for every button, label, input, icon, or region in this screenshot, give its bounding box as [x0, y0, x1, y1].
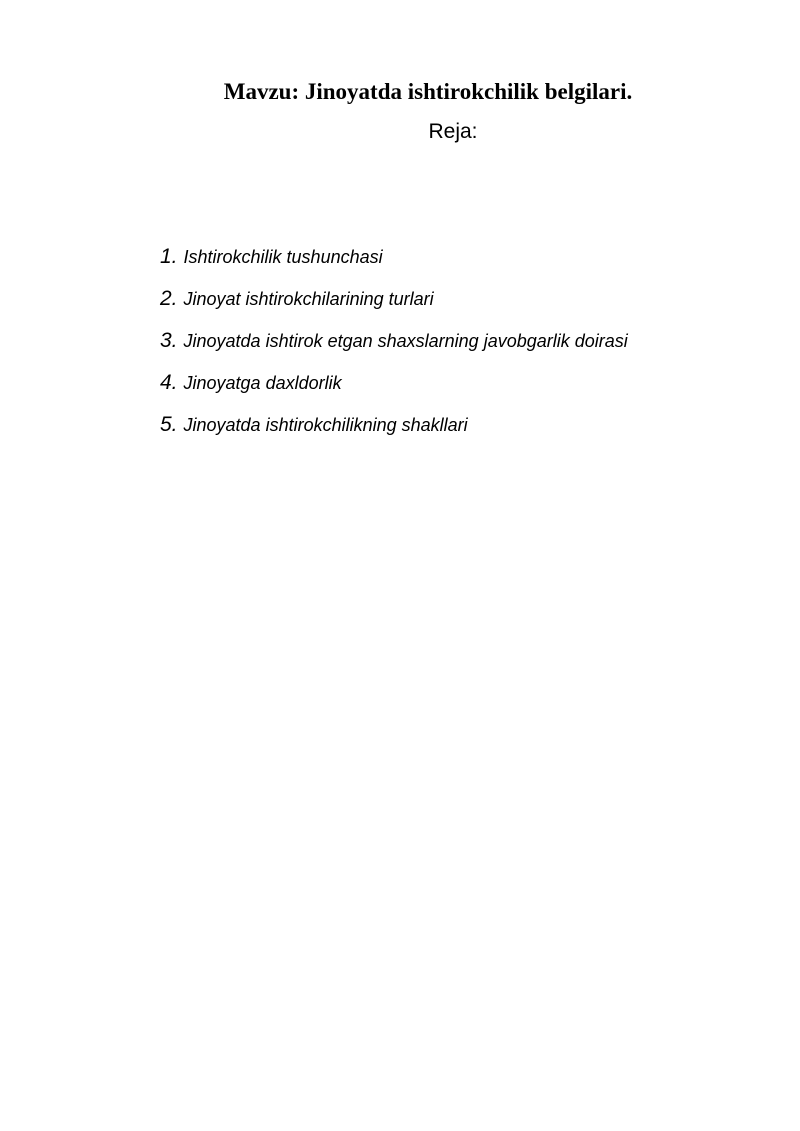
document-title: Mavzu: Jinoyatda ishtirokchilik belgilari.: [223, 79, 633, 104]
plan-item: [160, 408, 628, 450]
plan-item-number: 4.: [160, 371, 178, 394]
plan-item-text: Ishtirokchilik tushunchasi: [183, 247, 383, 267]
plan-item: [160, 366, 628, 408]
plan-list: [160, 240, 628, 450]
plan-item-text: Jinoyatda ishtirokchilikning shakllari: [183, 415, 468, 435]
plan-heading: Reja:: [428, 120, 478, 143]
plan-item-number: 3.: [160, 329, 178, 352]
plan-item-text: Jinoyat ishtirokchilarining turlari: [183, 289, 434, 309]
plan-item-number: 5.: [160, 413, 178, 436]
plan-item-number: 1.: [160, 245, 178, 268]
plan-item-text: Jinoyatga daxldorlik: [183, 373, 342, 393]
plan-item: [160, 282, 628, 324]
plan-item-text: Jinoyatda ishtirok etgan shaxslarning javobgarlik doirasi: [183, 331, 628, 351]
plan-item: [160, 324, 628, 366]
plan-item-number: 2.: [160, 287, 178, 310]
plan-item: [160, 240, 628, 282]
